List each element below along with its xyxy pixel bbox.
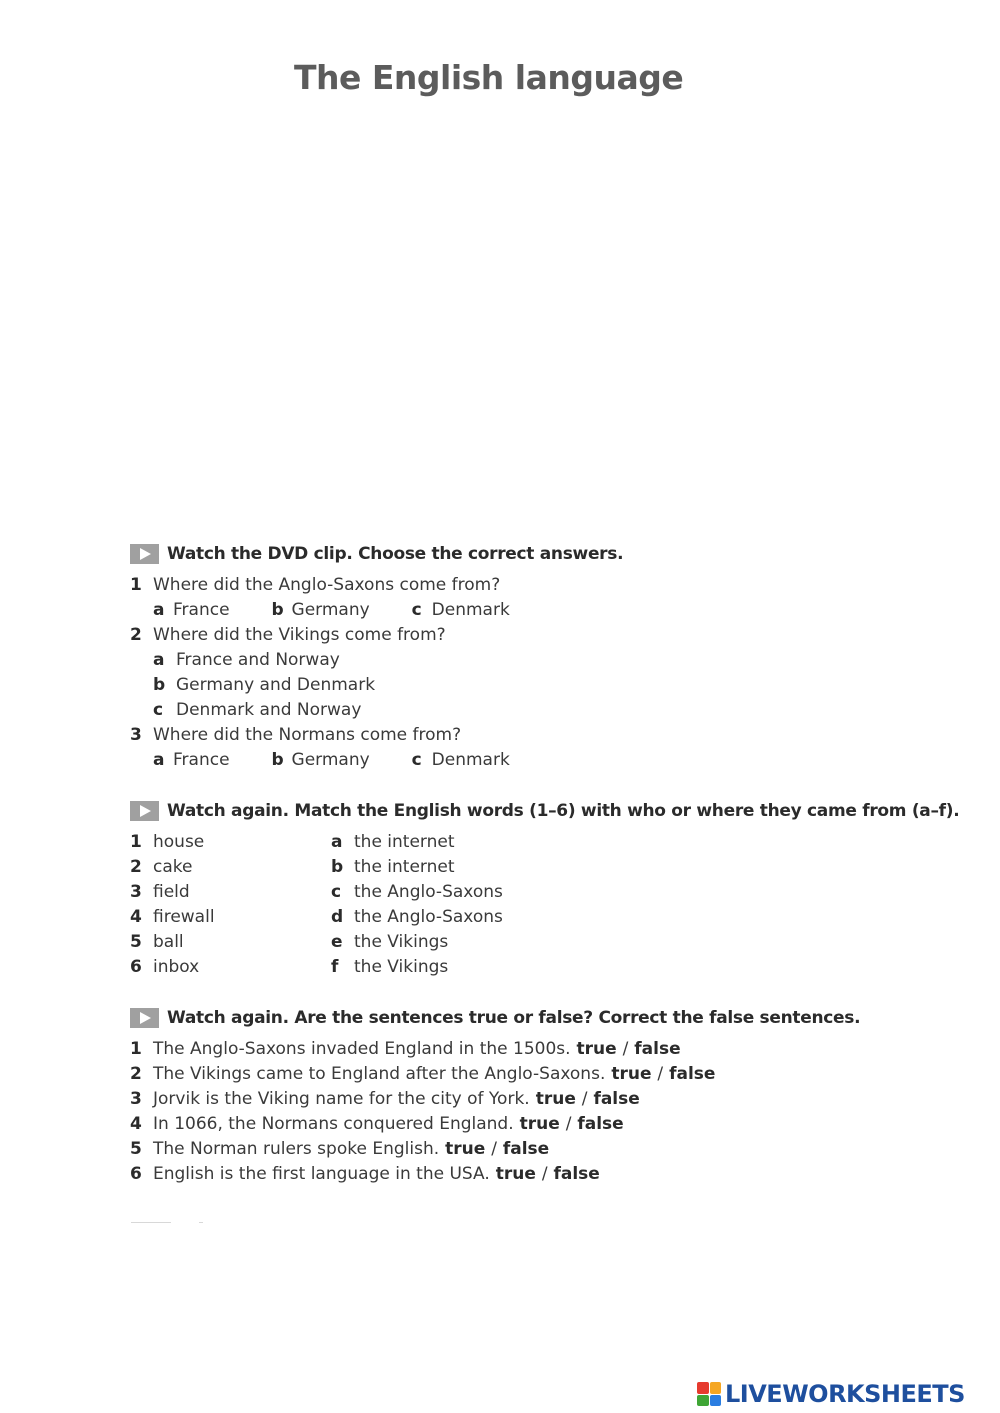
match-word[interactable]: cake xyxy=(153,857,193,877)
play-icon[interactable] xyxy=(130,801,159,821)
false-option[interactable]: false xyxy=(634,1039,681,1059)
true-option[interactable]: true xyxy=(611,1064,652,1084)
match-row: 1 house a the internet xyxy=(130,830,959,855)
match-origin[interactable]: the internet xyxy=(354,832,455,852)
logo-icon xyxy=(697,1382,721,1406)
question-3-options xyxy=(130,748,623,773)
match-row: 6 inbox f the Vikings xyxy=(130,955,959,980)
question-1: 1 Where did the Anglo-Saxons come from? xyxy=(130,575,501,595)
question-2: 2 Where did the Vikings come from? xyxy=(130,625,446,645)
false-option[interactable]: false xyxy=(669,1064,716,1084)
match-word[interactable]: house xyxy=(153,832,205,852)
option-b[interactable]: b Germany and Denmark xyxy=(153,675,376,695)
question-1-options xyxy=(130,598,623,623)
tf-sentence: 3 Jorvik is the Viking name for the city of York. true / false xyxy=(130,1089,640,1109)
tf-sentence: 2 The Vikings came to England after the Anglo-Saxons. true / false xyxy=(130,1064,716,1084)
exercise-3 xyxy=(130,1005,860,1187)
false-option[interactable]: false xyxy=(553,1164,600,1184)
tf-sentence: 4 In 1066, the Normans conquered England. true / false xyxy=(130,1114,624,1134)
match-origin[interactable]: the Vikings xyxy=(354,932,449,952)
page-title: The English language xyxy=(294,58,684,97)
exercise-2-heading-row xyxy=(130,798,959,824)
match-origin[interactable]: the Anglo-Saxons xyxy=(354,882,503,902)
exercise-1 xyxy=(130,541,623,773)
play-icon[interactable] xyxy=(130,544,159,564)
match-word[interactable]: firewall xyxy=(153,907,215,927)
true-option[interactable]: true xyxy=(576,1039,617,1059)
tf-sentence: 5 The Norman rulers spoke English. true / false xyxy=(130,1139,550,1159)
option-a[interactable]: a France and Norway xyxy=(153,650,340,670)
question-3: 3 Where did the Normans come from? xyxy=(130,725,462,745)
match-origin[interactable]: the internet xyxy=(354,857,455,877)
liveworksheets-logo xyxy=(697,1380,965,1408)
match-origin[interactable]: the Vikings xyxy=(354,957,449,977)
exercise-2 xyxy=(130,798,959,980)
exercise-1-heading: Watch the DVD clip. Choose the correct answers. xyxy=(167,544,624,564)
match-row: 3 field c the Anglo-Saxons xyxy=(130,880,959,905)
match-row: 5 ball e the Vikings xyxy=(130,930,959,955)
divider xyxy=(131,1222,203,1224)
option-c[interactable]: c Denmark and Norway xyxy=(153,700,362,720)
option-c[interactable]: c Denmark xyxy=(411,750,510,770)
match-row: 4 firewall d the Anglo-Saxons xyxy=(130,905,959,930)
true-option[interactable]: true xyxy=(445,1139,486,1159)
match-word[interactable]: field xyxy=(153,882,190,902)
false-option[interactable]: false xyxy=(593,1089,640,1109)
exercise-3-heading-row xyxy=(130,1005,860,1031)
exercise-1-heading-row xyxy=(130,541,623,567)
true-option[interactable]: true xyxy=(535,1089,576,1109)
match-origin[interactable]: the Anglo-Saxons xyxy=(354,907,503,927)
tf-sentence: 6 English is the first language in the USA. true / false xyxy=(130,1164,600,1184)
false-option[interactable]: false xyxy=(577,1114,624,1134)
true-option[interactable]: true xyxy=(519,1114,560,1134)
option-b[interactable]: b Germany xyxy=(271,750,370,770)
match-word[interactable]: ball xyxy=(153,932,184,952)
exercise-2-heading: Watch again. Match the English words (1–6) with who or where they came from (a–f). xyxy=(167,801,960,821)
option-a[interactable]: a France xyxy=(153,750,230,770)
exercise-3-heading: Watch again. Are the sentences true or false? Correct the false sentences. xyxy=(167,1008,861,1028)
play-icon[interactable] xyxy=(130,1008,159,1028)
option-b[interactable]: b Germany xyxy=(271,600,370,620)
tf-sentence: 1 The Anglo-Saxons invaded England in the 1500s. true / false xyxy=(130,1039,681,1059)
logo-text: LIVEWORKSHEETS xyxy=(725,1380,965,1408)
match-row: 2 cake b the internet xyxy=(130,855,959,880)
false-option[interactable]: false xyxy=(502,1139,550,1159)
option-a[interactable]: a France xyxy=(153,600,230,620)
true-option[interactable]: true xyxy=(495,1164,536,1184)
option-c[interactable]: c Denmark xyxy=(411,600,510,620)
match-word[interactable]: inbox xyxy=(153,957,200,977)
